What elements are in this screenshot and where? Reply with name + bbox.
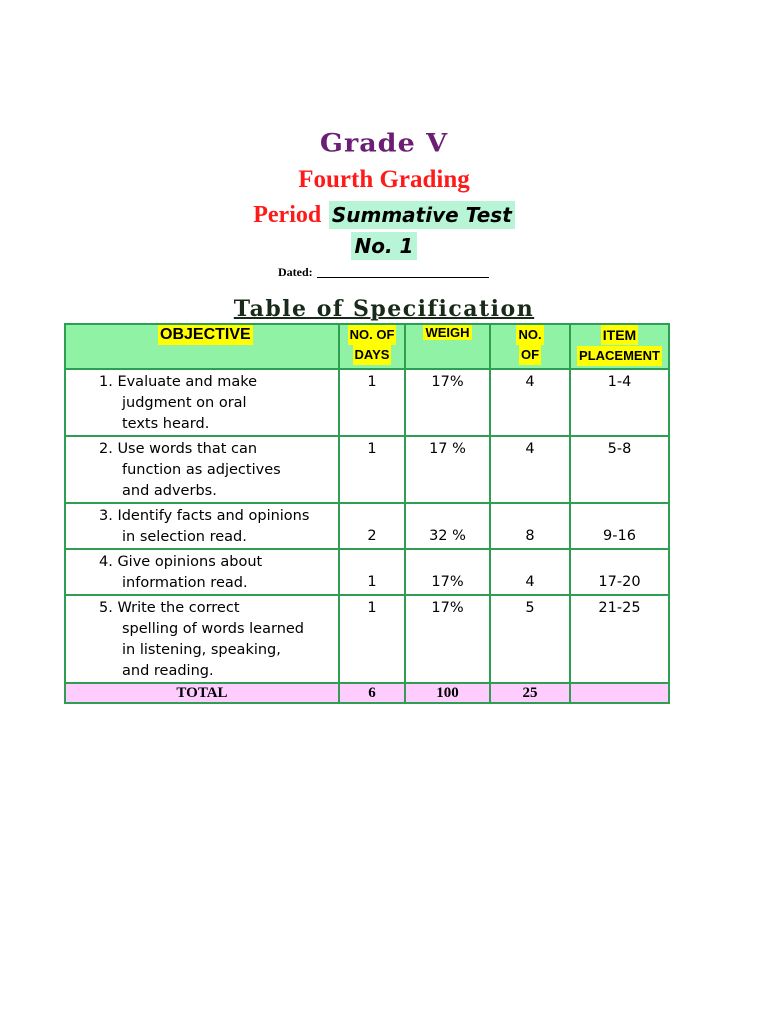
objective-line: 4. Give opinions about: [99, 554, 263, 570]
weight-cell: 17%: [405, 595, 490, 683]
total-label: TOTAL: [65, 683, 339, 703]
days-cell: 1: [339, 369, 405, 436]
header-days-line2: DAYS: [353, 345, 392, 365]
dated-blank-line: [317, 277, 489, 278]
period-word: Period: [253, 202, 322, 228]
header-days-line1: NO. OF: [348, 325, 397, 345]
placement-cell: 1-4: [570, 369, 669, 436]
items-cell: 4: [490, 436, 570, 503]
grade-title: Grade V: [319, 128, 449, 159]
header-items: [490, 324, 570, 369]
weight-cell: 17 %: [405, 436, 490, 503]
objective-line: texts heard.: [122, 416, 210, 432]
test-number: No. 1: [351, 232, 418, 260]
table-row: [65, 369, 669, 436]
days-cell: 1: [339, 595, 405, 683]
total-days: 6: [339, 683, 405, 703]
total-weight: 100: [405, 683, 490, 703]
weight-cell: 17%: [405, 549, 490, 595]
table-header-row: [65, 324, 669, 369]
dated-field: [278, 265, 489, 280]
table-row: [65, 436, 669, 503]
total-row: [65, 683, 669, 703]
weight-cell: 32 %: [405, 503, 490, 549]
header-items-line1: NO.: [516, 325, 543, 345]
objective-line: function as adjectives: [122, 462, 281, 478]
items-cell: 5: [490, 595, 570, 683]
specification-table: [64, 323, 670, 704]
objective-cell: [65, 549, 339, 595]
header-items-line2: OF: [519, 345, 541, 365]
objective-line: judgment on oral: [122, 395, 247, 411]
objective-line: information read.: [122, 575, 248, 591]
grading-title: Fourth Grading: [298, 166, 470, 193]
items-cell: 8: [490, 503, 570, 549]
objective-line: 2. Use words that can: [99, 441, 258, 457]
header-days: [339, 324, 405, 369]
weight-cell: 17%: [405, 369, 490, 436]
dated-label: Dated:: [278, 265, 313, 279]
header-weight-label: WEIGH: [425, 325, 470, 340]
objective-cell: [65, 369, 339, 436]
header-placement-line2: PLACEMENT: [577, 346, 662, 366]
days-cell: 1: [339, 549, 405, 595]
items-cell: 4: [490, 369, 570, 436]
placement-cell: 5-8: [570, 436, 669, 503]
placement-cell: 9-16: [570, 503, 669, 549]
table-row: [65, 549, 669, 595]
days-cell: 1: [339, 436, 405, 503]
header-objective-label: OBJECTIVE: [160, 326, 251, 343]
items-cell: 4: [490, 549, 570, 595]
objective-cell: [65, 595, 339, 683]
table-row: [65, 595, 669, 683]
table-title-text: Table of Specification: [233, 296, 535, 322]
period-line: [0, 200, 768, 229]
objective-cell: [65, 503, 339, 549]
objective-cell: [65, 436, 339, 503]
header-placement-line1: ITEM: [602, 327, 637, 343]
test-number-line: [0, 234, 768, 258]
objective-line: and adverbs.: [122, 483, 217, 499]
total-items: 25: [490, 683, 570, 703]
days-cell: 2: [339, 503, 405, 549]
table-title: [0, 296, 768, 322]
objective-line: 1. Evaluate and make: [99, 374, 258, 390]
table-row: [65, 503, 669, 549]
objective-line: 5. Write the correct: [99, 600, 240, 616]
objective-line: 3. Identify facts and opinions: [99, 508, 310, 524]
objective-line: and reading.: [122, 663, 214, 679]
header-placement: [570, 324, 669, 369]
total-placement: [570, 683, 669, 703]
placement-cell: 21-25: [570, 595, 669, 683]
summative-test-label: Summative Test: [329, 201, 515, 229]
objective-line: spelling of words learned: [122, 621, 305, 637]
header-objective: [65, 324, 339, 369]
header-weight: [405, 324, 490, 369]
objective-line: in listening, speaking,: [122, 642, 281, 658]
objective-line: in selection read.: [122, 529, 247, 545]
placement-cell: 17-20: [570, 549, 669, 595]
